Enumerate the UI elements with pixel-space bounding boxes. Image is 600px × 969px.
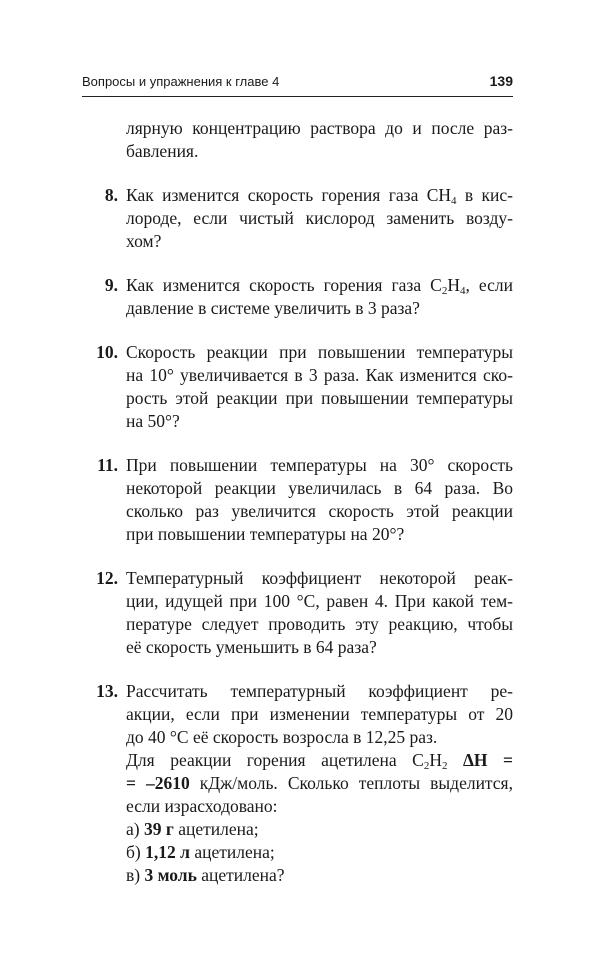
text-line: Рассчитать температурный коэффициент ре- xyxy=(126,681,513,701)
text-line: Скорость реакции при повышении температуры xyxy=(126,342,513,362)
text-line: ции, идущей при 100 °C, равен 4. При какой тем- xyxy=(126,591,513,611)
text-line: Как изменится скорость горения газа $CH_4$ в кис- xyxy=(126,185,513,207)
text-line: давление в системе увеличить в 3 раза? xyxy=(126,298,420,318)
text-line: при повышении температуры на 20°? xyxy=(126,524,405,544)
option-a: а) 39 г ацетилена; xyxy=(126,819,259,839)
option-c: в) 3 моль ацетилена? xyxy=(126,865,285,885)
text-line: лороде, если чистый кислород заменить возду- xyxy=(126,208,513,228)
running-header xyxy=(82,72,513,97)
page-content xyxy=(82,117,513,887)
text-line: лярную концентрацию раствора до и после раз- xyxy=(126,118,513,138)
question-13 xyxy=(82,680,513,887)
text-line: рость этой реакции при повышении температуры xyxy=(126,388,513,408)
text-line: пературе следует проводить эту реакцию, чтобы xyxy=(126,614,513,634)
text-line: = –2610 кДж/моль. Сколько теплоты выделится, xyxy=(126,773,513,793)
text-line: Как изменится скорость горения газа $C_2H_4$, если xyxy=(126,275,513,297)
text-line: бавления. xyxy=(126,141,199,161)
chapter-title: Вопросы и упражнения к главе 4 xyxy=(82,74,280,89)
question-9 xyxy=(82,274,513,320)
text-line: до 40 °C её скорость возросла в 12,25 раз. xyxy=(126,727,438,747)
text-line: Температурный коэффициент некоторой реак- xyxy=(126,568,513,588)
question-number: 13. xyxy=(96,681,118,701)
text-line: её скорость уменьшить в 64 раза? xyxy=(126,637,377,657)
text-line: сколько раз увеличится скорость этой реакции xyxy=(126,501,513,521)
text-line: если израсходовано: xyxy=(126,796,278,816)
question-11 xyxy=(82,454,513,546)
text-line: Для реакции горения ацетилена $C_2H_2$ ΔH = xyxy=(126,750,513,772)
question-number: 10. xyxy=(96,342,118,362)
text-line: на 10° увеличивается в 3 раза. Как изменится ско- xyxy=(126,365,513,385)
question-12 xyxy=(82,567,513,659)
option-b: б) 1,12 л ацетилена; xyxy=(126,842,275,862)
question-number: 9. xyxy=(104,275,118,295)
text-line: хом? xyxy=(126,231,162,251)
text-line: некоторой реакции увеличилась в 64 раза. Во xyxy=(126,478,513,498)
question-number: 12. xyxy=(96,568,118,588)
text-line: При повышении температуры на 30° скорость xyxy=(126,455,513,475)
page-number: 139 xyxy=(489,73,513,89)
question-number: 8. xyxy=(104,185,118,205)
question-10 xyxy=(82,341,513,433)
question-number: 11. xyxy=(97,455,118,475)
text-line: акции, если при изменении температуры от 20 xyxy=(126,704,513,724)
continuation-text xyxy=(82,117,513,163)
text-line: на 50°? xyxy=(126,411,180,431)
question-8 xyxy=(82,184,513,253)
